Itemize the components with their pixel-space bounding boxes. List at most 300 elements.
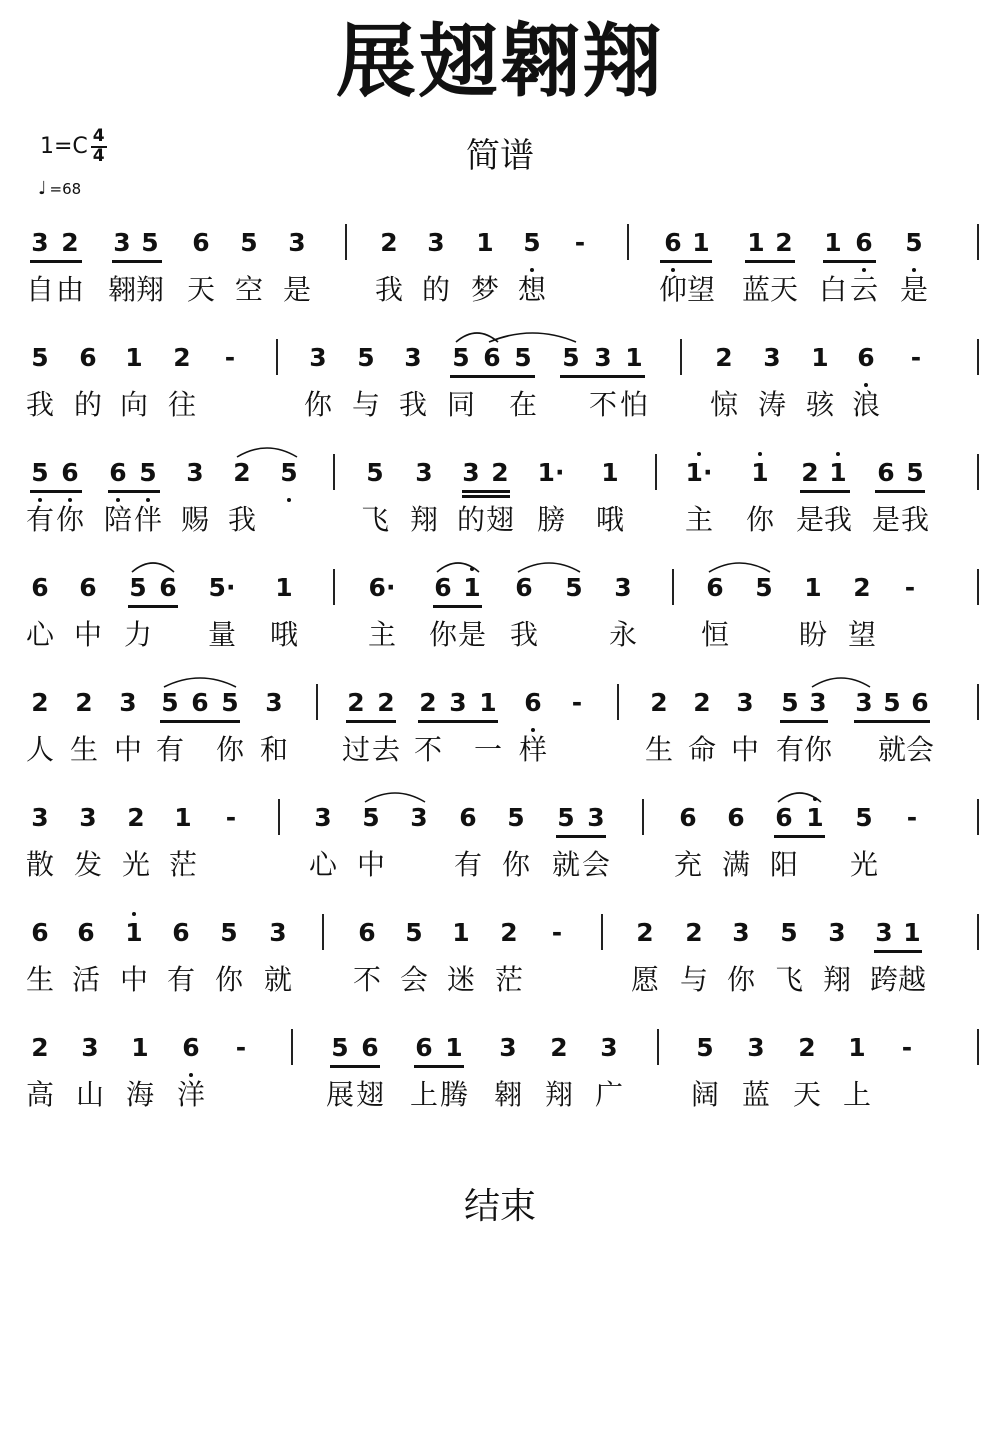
beam-underline	[823, 260, 876, 263]
lyric-character: 你	[803, 733, 833, 766]
lyric-character: 心	[308, 848, 338, 881]
lyric-character: 上	[409, 1078, 439, 1111]
notes-line	[0, 343, 1000, 383]
note: 3	[855, 688, 873, 717]
lyric-character: 天	[769, 273, 799, 306]
lyric-character: 是	[457, 618, 487, 651]
note: 5	[696, 1033, 714, 1062]
note: 6	[61, 458, 79, 487]
lyric-character: 与	[351, 388, 381, 421]
beam-underline	[160, 720, 240, 723]
lyric-character: 山	[75, 1078, 105, 1111]
note: 5	[240, 228, 258, 257]
note: 5	[557, 803, 575, 832]
lyrics-line	[0, 383, 1000, 423]
lyric-character: 生	[644, 733, 674, 766]
slur-mark	[776, 789, 823, 803]
note: 1	[747, 228, 765, 257]
lyric-character: 翔	[822, 963, 852, 996]
lyric-character: 中	[113, 733, 143, 766]
lyric-character: 望	[686, 273, 716, 306]
slur-mark	[810, 674, 872, 688]
lyric-character: 你	[726, 963, 756, 996]
note: 5	[366, 458, 384, 487]
lyric-character: 我	[227, 503, 257, 536]
lyric-character: 有	[775, 733, 805, 766]
note: 6	[361, 1033, 379, 1062]
note: 6	[358, 918, 376, 947]
note: 1	[125, 343, 143, 372]
lyric-character: 海	[125, 1078, 155, 1111]
lyric-character: 上	[842, 1078, 872, 1111]
barline	[977, 569, 979, 605]
note: 3	[410, 803, 428, 832]
lyric-character: 广	[594, 1078, 624, 1111]
lyric-character: 由	[55, 273, 85, 306]
note: 1	[125, 918, 143, 947]
barline	[977, 684, 979, 720]
note: 2	[693, 688, 711, 717]
beam-underline	[874, 950, 922, 953]
note: 3	[449, 688, 467, 717]
note: 3	[119, 688, 137, 717]
lyric-character: 我	[823, 503, 853, 536]
lyric-character: 哦	[595, 503, 625, 536]
note: 5·	[208, 573, 236, 602]
beam-underline	[330, 1065, 380, 1068]
slur-mark	[487, 329, 578, 343]
note: 1·	[685, 458, 713, 487]
notation-row	[0, 343, 1000, 453]
note: 2	[31, 688, 49, 717]
beam-underline	[560, 375, 645, 378]
note: 1	[692, 228, 710, 257]
time-signature-top: 4	[92, 126, 105, 146]
lyric-character: 哦	[269, 618, 299, 651]
barline	[345, 224, 347, 260]
lyric-character: 在	[508, 388, 538, 421]
lyric-character: 蓝	[741, 273, 771, 306]
note: 2	[127, 803, 145, 832]
lyric-character: 会	[581, 848, 611, 881]
note: 6	[192, 228, 210, 257]
lyric-character: 光	[121, 848, 151, 881]
note: 1	[848, 1033, 866, 1062]
lyric-character: 一	[473, 733, 503, 766]
note: -	[901, 1033, 913, 1062]
lyric-character: 是	[795, 503, 825, 536]
beam-underline	[556, 835, 606, 838]
lyric-character: 会	[399, 963, 429, 996]
lyric-character: 你	[745, 503, 775, 536]
lyric-character: 去	[371, 733, 401, 766]
note: 1	[806, 803, 824, 832]
note: 3	[763, 343, 781, 372]
lyric-character: 是	[899, 273, 929, 306]
lyric-character: 惊	[709, 388, 739, 421]
lyric-character: 永	[608, 618, 638, 651]
ending-label: 结束	[463, 1186, 536, 1227]
lyric-character: 恒	[700, 618, 730, 651]
note: 1	[625, 343, 643, 372]
barline	[977, 339, 979, 375]
note: 6	[679, 803, 697, 832]
note: 3	[314, 803, 332, 832]
note: 3	[875, 918, 893, 947]
time-signature	[91, 128, 107, 165]
beam-underline	[433, 605, 482, 608]
note: 5	[280, 458, 298, 487]
note: 1	[275, 573, 293, 602]
lyric-character: 的	[421, 273, 451, 306]
note: 5	[780, 918, 798, 947]
note: 2	[347, 688, 365, 717]
lyric-character: 就	[877, 733, 907, 766]
lyric-character: 中	[730, 733, 760, 766]
note: 5	[755, 573, 773, 602]
barline	[322, 914, 324, 950]
barline	[977, 454, 979, 490]
notation-row	[0, 803, 1000, 913]
lyric-character: 满	[721, 848, 751, 881]
barline	[601, 914, 603, 950]
barline	[276, 339, 278, 375]
note: 2	[31, 1033, 49, 1062]
lyric-character: 白	[818, 273, 848, 306]
lyric-character: 不	[588, 388, 618, 421]
notation-row	[0, 573, 1000, 683]
note: 5	[141, 228, 159, 257]
lyric-character: 你	[303, 388, 333, 421]
lyric-character: 就	[263, 963, 293, 996]
high-octave-dot	[697, 452, 701, 456]
high-octave-dot	[758, 452, 762, 456]
note: 1	[903, 918, 921, 947]
note: 3	[587, 803, 605, 832]
lyric-character: 展	[325, 1078, 355, 1111]
beam-underline	[418, 720, 498, 723]
note: 3	[81, 1033, 99, 1062]
lyric-character: 有	[155, 733, 185, 766]
note: 3	[31, 228, 49, 257]
lyric-character: 越	[897, 963, 927, 996]
lyrics-line	[0, 958, 1000, 998]
lyric-character: 盼	[798, 618, 828, 651]
lyric-character: 有	[453, 848, 483, 881]
lyric-character: 我	[900, 503, 930, 536]
lyric-character: 不	[413, 733, 443, 766]
note: 6	[857, 343, 875, 372]
note: -	[574, 228, 586, 257]
beam-underline	[128, 605, 178, 608]
lyric-character: 样	[518, 733, 548, 766]
notes-line	[0, 573, 1000, 613]
lyric-character: 向	[119, 388, 149, 421]
barline	[617, 684, 619, 720]
beam-underline	[462, 490, 510, 493]
note: 6	[109, 458, 127, 487]
notation-row	[0, 228, 1000, 338]
note: 3	[732, 918, 750, 947]
barline	[977, 914, 979, 950]
lyric-character: 你	[214, 963, 244, 996]
slur-mark	[363, 789, 427, 803]
lyric-character: 高	[25, 1078, 55, 1111]
note: 2	[685, 918, 703, 947]
barline	[977, 1029, 979, 1065]
notes-line	[0, 1033, 1000, 1073]
lyric-character: 茫	[494, 963, 524, 996]
note: 6	[172, 918, 190, 947]
key-label: 1=C	[40, 134, 88, 159]
note: 3	[828, 918, 846, 947]
key-signature	[40, 128, 107, 165]
note: 1	[804, 573, 822, 602]
notation-subtitle: 简谱	[466, 136, 534, 176]
lyric-character: 活	[71, 963, 101, 996]
barline	[672, 569, 674, 605]
lyric-character: 你	[215, 733, 245, 766]
note: 2	[173, 343, 191, 372]
beam-underline	[108, 490, 160, 493]
lyric-character: 我	[398, 388, 428, 421]
lyric-character: 不	[352, 963, 382, 996]
barline	[333, 454, 335, 490]
lyric-character: 和	[259, 733, 289, 766]
note: 3	[186, 458, 204, 487]
lyric-character: 陪	[103, 503, 133, 536]
lyric-character: 飞	[360, 503, 390, 536]
note: 3	[462, 458, 480, 487]
time-signature-bottom: 4	[92, 146, 105, 166]
lyric-character: 怕	[619, 388, 649, 421]
note: 6	[77, 918, 95, 947]
slur-mark	[235, 444, 299, 458]
note: 5	[357, 343, 375, 372]
lyric-character: 充	[673, 848, 703, 881]
notation-row	[0, 1033, 1000, 1143]
note: 1	[445, 1033, 463, 1062]
note: 6	[79, 343, 97, 372]
beam-underline	[346, 720, 396, 723]
note: 6	[483, 343, 501, 372]
note: 3	[113, 228, 131, 257]
note: 5	[507, 803, 525, 832]
note: 5	[362, 803, 380, 832]
note: 6	[191, 688, 209, 717]
barline	[977, 799, 979, 835]
note: 5	[565, 573, 583, 602]
note: 3	[288, 228, 306, 257]
barline	[655, 454, 657, 490]
note: 1	[476, 228, 494, 257]
lyric-character: 天	[186, 273, 216, 306]
lyric-character: 是	[282, 273, 312, 306]
beam-underline	[414, 1065, 464, 1068]
beam-underline	[774, 835, 825, 838]
lyric-character: 翅	[485, 503, 515, 536]
beam-underline	[745, 260, 795, 263]
barline	[657, 1029, 659, 1065]
lyric-character: 力	[123, 618, 153, 651]
note: 2	[61, 228, 79, 257]
lyric-character: 你	[55, 503, 85, 536]
lyric-character: 愿	[630, 963, 660, 996]
lyric-character: 心	[25, 618, 55, 651]
lyric-character: 迷	[446, 963, 476, 996]
note: 3	[736, 688, 754, 717]
note: 2	[377, 688, 395, 717]
lyric-character: 同	[446, 388, 476, 421]
slur-mark	[707, 559, 772, 573]
lyric-character: 主	[367, 618, 397, 651]
note: 5	[220, 918, 238, 947]
note: -	[235, 1033, 247, 1062]
note: 5	[161, 688, 179, 717]
note: 6	[911, 688, 929, 717]
lyrics-line	[0, 498, 1000, 538]
beam-underline	[875, 490, 925, 493]
note: 6	[877, 458, 895, 487]
note: 5	[221, 688, 239, 717]
note: -	[910, 343, 922, 372]
note: 2	[715, 343, 733, 372]
note: 3	[31, 803, 49, 832]
note: 3	[809, 688, 827, 717]
lyric-character: 飞	[774, 963, 804, 996]
quarter-note-icon: ♩	[38, 178, 47, 199]
note: 2	[380, 228, 398, 257]
note: 5	[905, 228, 923, 257]
slur-mark	[130, 559, 176, 573]
lyric-character: 自	[25, 273, 55, 306]
song-title: 展翅翱翔	[336, 15, 664, 108]
note: 5	[514, 343, 532, 372]
lyric-character: 翅	[355, 1078, 385, 1111]
lyric-character: 生	[25, 963, 55, 996]
lyric-character: 过	[341, 733, 371, 766]
note: 2	[650, 688, 668, 717]
lyric-character: 中	[356, 848, 386, 881]
lyric-character: 命	[687, 733, 717, 766]
note: 1	[131, 1033, 149, 1062]
note: 5	[139, 458, 157, 487]
note: 3	[404, 343, 422, 372]
lyric-character: 仰	[658, 273, 688, 306]
note: 6	[524, 688, 542, 717]
notes-line	[0, 688, 1000, 728]
note: 3	[79, 803, 97, 832]
barline	[333, 569, 335, 605]
note: -	[571, 688, 583, 717]
notes-line	[0, 458, 1000, 498]
lyric-character: 赐	[180, 503, 210, 536]
beam-underline	[660, 260, 712, 263]
note: 6	[727, 803, 745, 832]
note: 6	[31, 918, 49, 947]
note: 2	[798, 1033, 816, 1062]
lyric-character: 与	[679, 963, 709, 996]
notation-row	[0, 458, 1000, 568]
note: 6	[855, 228, 873, 257]
note: -	[551, 918, 563, 947]
note: 5	[129, 573, 147, 602]
note: 1	[824, 228, 842, 257]
beam-underline	[800, 490, 850, 493]
note: 5	[906, 458, 924, 487]
note: 6	[159, 573, 177, 602]
lyric-character: 发	[73, 848, 103, 881]
lyric-character: 阳	[769, 848, 799, 881]
lyric-character: 中	[119, 963, 149, 996]
lyric-character: 跨	[869, 963, 899, 996]
beam-underline	[30, 260, 82, 263]
lyric-character: 翱	[493, 1078, 523, 1111]
lyric-character: 翔	[135, 273, 165, 306]
note: 5	[405, 918, 423, 947]
note: 6·	[368, 573, 396, 602]
lyric-character: 中	[73, 618, 103, 651]
note: 1	[463, 573, 481, 602]
note: 3	[499, 1033, 517, 1062]
notation-row	[0, 918, 1000, 1028]
lyric-character: 翔	[409, 503, 439, 536]
lyric-character: 骇	[805, 388, 835, 421]
lyric-character: 往	[167, 388, 197, 421]
beam-underline	[30, 490, 82, 493]
lyric-character: 涛	[757, 388, 787, 421]
notation-row	[0, 688, 1000, 798]
beam-underline	[450, 375, 535, 378]
note: 5	[562, 343, 580, 372]
lyric-character: 云	[849, 273, 879, 306]
lyric-character: 有	[25, 503, 55, 536]
note: 3	[614, 573, 632, 602]
lyric-character: 伴	[133, 503, 163, 536]
beam-underline	[780, 720, 828, 723]
lyric-character: 膀	[536, 503, 566, 536]
note: 3	[600, 1033, 618, 1062]
note: 5	[855, 803, 873, 832]
slur-mark	[435, 559, 481, 573]
note: -	[225, 803, 237, 832]
note: 2	[636, 918, 654, 947]
lyric-character: 有	[166, 963, 196, 996]
note: 1	[452, 918, 470, 947]
lyric-character: 的	[73, 388, 103, 421]
note: 1	[601, 458, 619, 487]
lyric-character: 散	[25, 848, 55, 881]
note: 2	[775, 228, 793, 257]
barline	[291, 1029, 293, 1065]
high-octave-dot	[132, 912, 136, 916]
note: 1	[174, 803, 192, 832]
lyric-character: 我	[374, 273, 404, 306]
tempo-value: =68	[49, 179, 82, 198]
note: 2	[550, 1033, 568, 1062]
note: 3	[309, 343, 327, 372]
note: 5	[781, 688, 799, 717]
notes-line	[0, 228, 1000, 268]
note: 6	[31, 573, 49, 602]
note: 1·	[537, 458, 565, 487]
barline	[316, 684, 318, 720]
notes-line	[0, 803, 1000, 843]
beam-underline	[854, 720, 930, 723]
lyric-character: 我	[25, 388, 55, 421]
lyric-character: 蓝	[741, 1078, 771, 1111]
lyric-character: 翔	[544, 1078, 574, 1111]
